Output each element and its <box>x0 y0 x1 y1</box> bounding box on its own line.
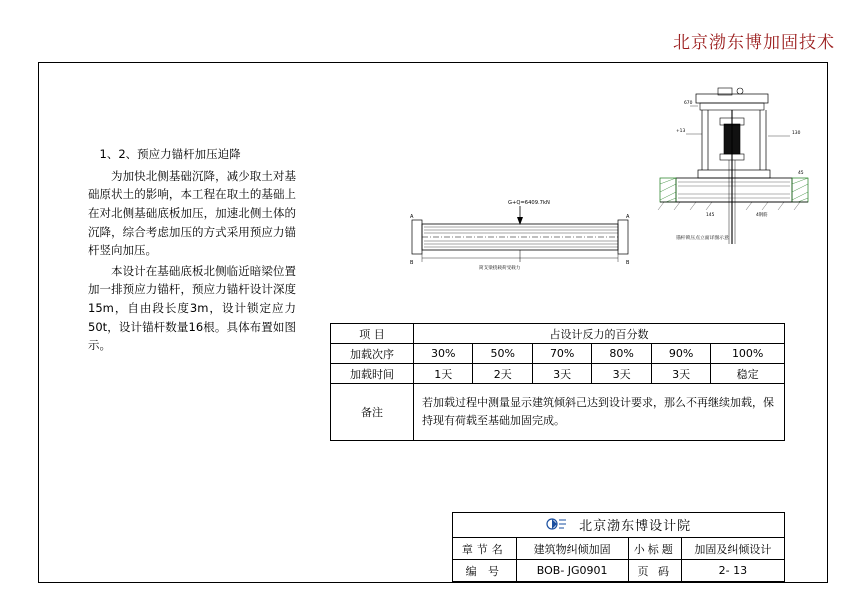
table-header-right: 占设计反力的百分数 <box>414 324 785 344</box>
cell: 80% <box>592 344 651 364</box>
row-label-load-time: 加载时间 <box>331 364 414 384</box>
cell: 3天 <box>532 364 591 384</box>
cell: 稳定 <box>711 364 785 384</box>
anchor-caption: 锚杆锁压点立面详图示意 <box>676 236 729 241</box>
title-block-company-row <box>453 513 785 538</box>
body-text-column <box>88 145 296 357</box>
anchor-dim-130: 130 <box>792 131 801 136</box>
paragraph-1: 为加快北侧基础沉降，减少取土对基础原状土的影响，本工程在取土的基础上在对北侧基础底板加压，加速北侧土体的沉降，综合考虑加压的方式采用预应力锚杆竖向加压。 <box>88 168 296 258</box>
anchor-dim-13: +13 <box>676 129 686 134</box>
tb-value-page: 2- 13 <box>681 560 784 582</box>
loading-schedule-table <box>330 323 785 441</box>
cell: 90% <box>651 344 710 364</box>
anchor-detail-svg <box>640 84 830 284</box>
row-label-load-order: 加载次序 <box>331 344 414 364</box>
cell: 1天 <box>414 364 473 384</box>
title-block-row <box>453 538 785 560</box>
tb-value-subtitle: 加固及纠倾设计 <box>681 538 784 560</box>
anchor-dim-670: 670 <box>684 101 693 106</box>
tb-key-subtitle: 小标题 <box>628 538 681 560</box>
paragraph-2: 本设计在基础底板北侧临近暗梁位置加一排预应力锚杆，预应力锚杆设计深度15m，自由段长度3m，设计锁定应力50t，设计锚杆数量16根。具体布置如图示。 <box>88 263 296 353</box>
table-header-row <box>331 324 785 344</box>
cell: 70% <box>532 344 591 364</box>
anchor-dim-45: 45 <box>798 171 804 176</box>
company-name-text: 北京渤东博设计院 <box>579 518 692 534</box>
anchor-dim-rebar: 4钢筋 <box>756 213 768 218</box>
cell: 50% <box>473 344 532 364</box>
cell: 30% <box>414 344 473 364</box>
beam-mark-a-left: A <box>410 214 414 220</box>
beam-section-drawing <box>404 196 636 306</box>
section-heading: 1、2、预应力锚杆加压迫降 <box>99 147 241 161</box>
beam-mark-b-left: B <box>410 260 414 266</box>
beam-caption: 简支梁挠载荷受载力 <box>479 266 521 271</box>
company-brand-header: 北京渤东博加固技术 <box>673 33 835 53</box>
tb-value-chapter: 建筑物纠倾加固 <box>516 538 628 560</box>
beam-section-svg <box>404 196 636 306</box>
table-row <box>331 364 785 384</box>
beam-mark-b-right: B <box>626 260 630 266</box>
note-text: 若加载过程中测量显示建筑倾斜己达到设计要求，那么不再继续加载，保持现有荷载至基础加固完成。 <box>414 384 785 441</box>
cell: 3天 <box>651 364 710 384</box>
company-logo-icon <box>546 517 568 535</box>
tb-value-number: BOB- JG0901 <box>516 560 628 582</box>
table-row <box>331 344 785 364</box>
title-block <box>452 512 785 582</box>
anchor-detail-drawing <box>640 84 830 284</box>
tb-key-page: 页 码 <box>628 560 681 582</box>
anchor-dim-145: 145 <box>706 213 715 218</box>
company-name-cell <box>453 513 785 538</box>
cell: 100% <box>711 344 785 364</box>
title-block-row <box>453 560 785 582</box>
beam-load-label: G+Q=6409.7kN <box>508 200 550 206</box>
beam-mark-a-right: A <box>626 214 630 220</box>
table-note-row <box>331 384 785 441</box>
tb-key-number: 编 号 <box>453 560 517 582</box>
cell: 2天 <box>473 364 532 384</box>
tb-key-chapter: 章节名 <box>453 538 517 560</box>
table-header-left: 项 目 <box>331 324 414 344</box>
cell: 3天 <box>592 364 651 384</box>
note-label: 备注 <box>331 384 414 441</box>
